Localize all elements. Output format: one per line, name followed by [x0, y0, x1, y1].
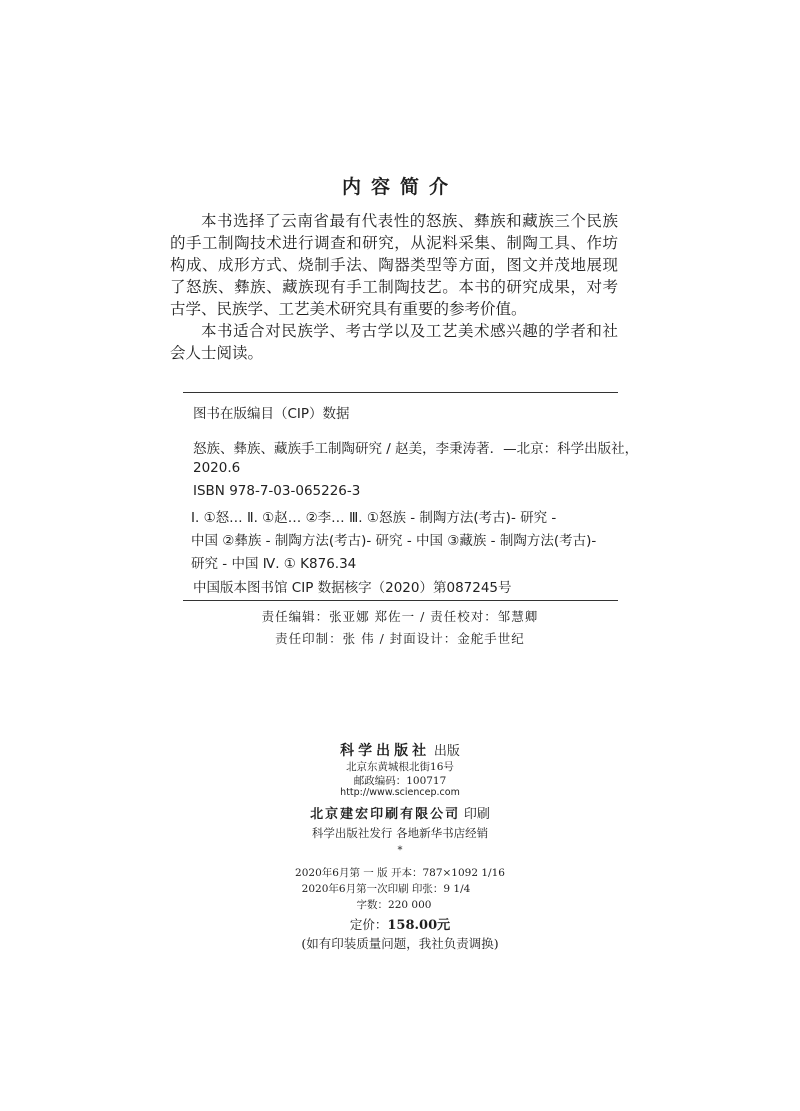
- quality-note: (如有印装质量问题，我社负责调换): [301, 936, 499, 951]
- word-count: 字数：220 000: [356, 899, 432, 911]
- cip-number: 中国版本图书馆 CIP 数据核字（2020）第087245号: [193, 580, 512, 596]
- publisher-address: 北京东黄城根北街16号: [346, 761, 454, 773]
- credits-editors: 责任编辑：张亚娜 郑佐一 / 责任校对：邹慧卿: [261, 609, 539, 624]
- cip-heading: 图书在版编目（CIP）数据: [193, 406, 350, 422]
- cip-title-line: 怒族、彝族、藏族手工制陶研究 / 赵美，李秉涛著．—北京：科学出版社，: [193, 441, 639, 457]
- price-value: 158.00元: [387, 918, 451, 933]
- summary-title: 内容简介: [341, 176, 458, 198]
- separator-star: *: [397, 845, 403, 856]
- cip-bottom-rule: [183, 600, 618, 601]
- price-line: [0, 914, 800, 933]
- printing-line: 2020年6月第一次印刷 印张：9 1/4: [301, 883, 471, 895]
- edition-line: 2020年6月第 一 版 开本：787×1092 1/16: [295, 867, 505, 879]
- publisher-suffix: 出版: [433, 744, 460, 759]
- cip-isbn: ISBN 978-7-03-065226-3: [193, 483, 361, 499]
- printer-suffix: 印刷: [463, 807, 490, 822]
- distribution-line: 科学出版社发行 各地新华书店经销: [311, 826, 489, 840]
- credits-production: 责任印制：张 伟 / 封面设计：金舵手世纪: [275, 631, 525, 646]
- cip-class-line-1: Ⅰ. ①怒… Ⅱ. ①赵… ②李… Ⅲ. ①怒族 - 制陶方法(考古)- 研究 -: [191, 510, 557, 526]
- publisher-url: http://www.sciencep.com: [340, 787, 460, 798]
- price-label: 定价：: [349, 917, 388, 932]
- publisher-line: [0, 740, 800, 760]
- cip-top-rule: [183, 392, 618, 393]
- printer-name: 北京建宏印刷有限公司: [310, 807, 461, 822]
- printer-line: [0, 803, 800, 822]
- summary-paragraph: 本书适合对民族学、考古学以及工艺美术感兴趣的学者和社会人士阅读。: [170, 322, 618, 362]
- summary-paragraph: 本书选择了云南省最有代表性的怒族、彝族和藏族三个民族的手工制陶技术进行调查和研究，从泥料采集、制陶工具、作坊构成、成形方式、烧制手法、陶器类型等方面，图文并茂地展现了怒族、彝族、藏族现有手工制陶技艺。本书的研究成果，对考古学、民族学、工艺美术研究具有重要的参考价值。: [170, 212, 618, 318]
- publisher-name: 科学出版社: [340, 743, 431, 759]
- cip-block: [191, 402, 639, 602]
- cip-date-line: 2020.6: [193, 460, 241, 476]
- cip-class-line-3: 研究 - 中国 Ⅳ. ① K876.34: [191, 556, 357, 572]
- summary-body: [170, 210, 618, 364]
- cip-class-line-2: 中国 ②彝族 - 制陶方法(考古)- 研究 - 中国 ③藏族 - 制陶方法(考古)-: [191, 533, 597, 549]
- publisher-postcode: 邮政编码：100717: [353, 775, 447, 787]
